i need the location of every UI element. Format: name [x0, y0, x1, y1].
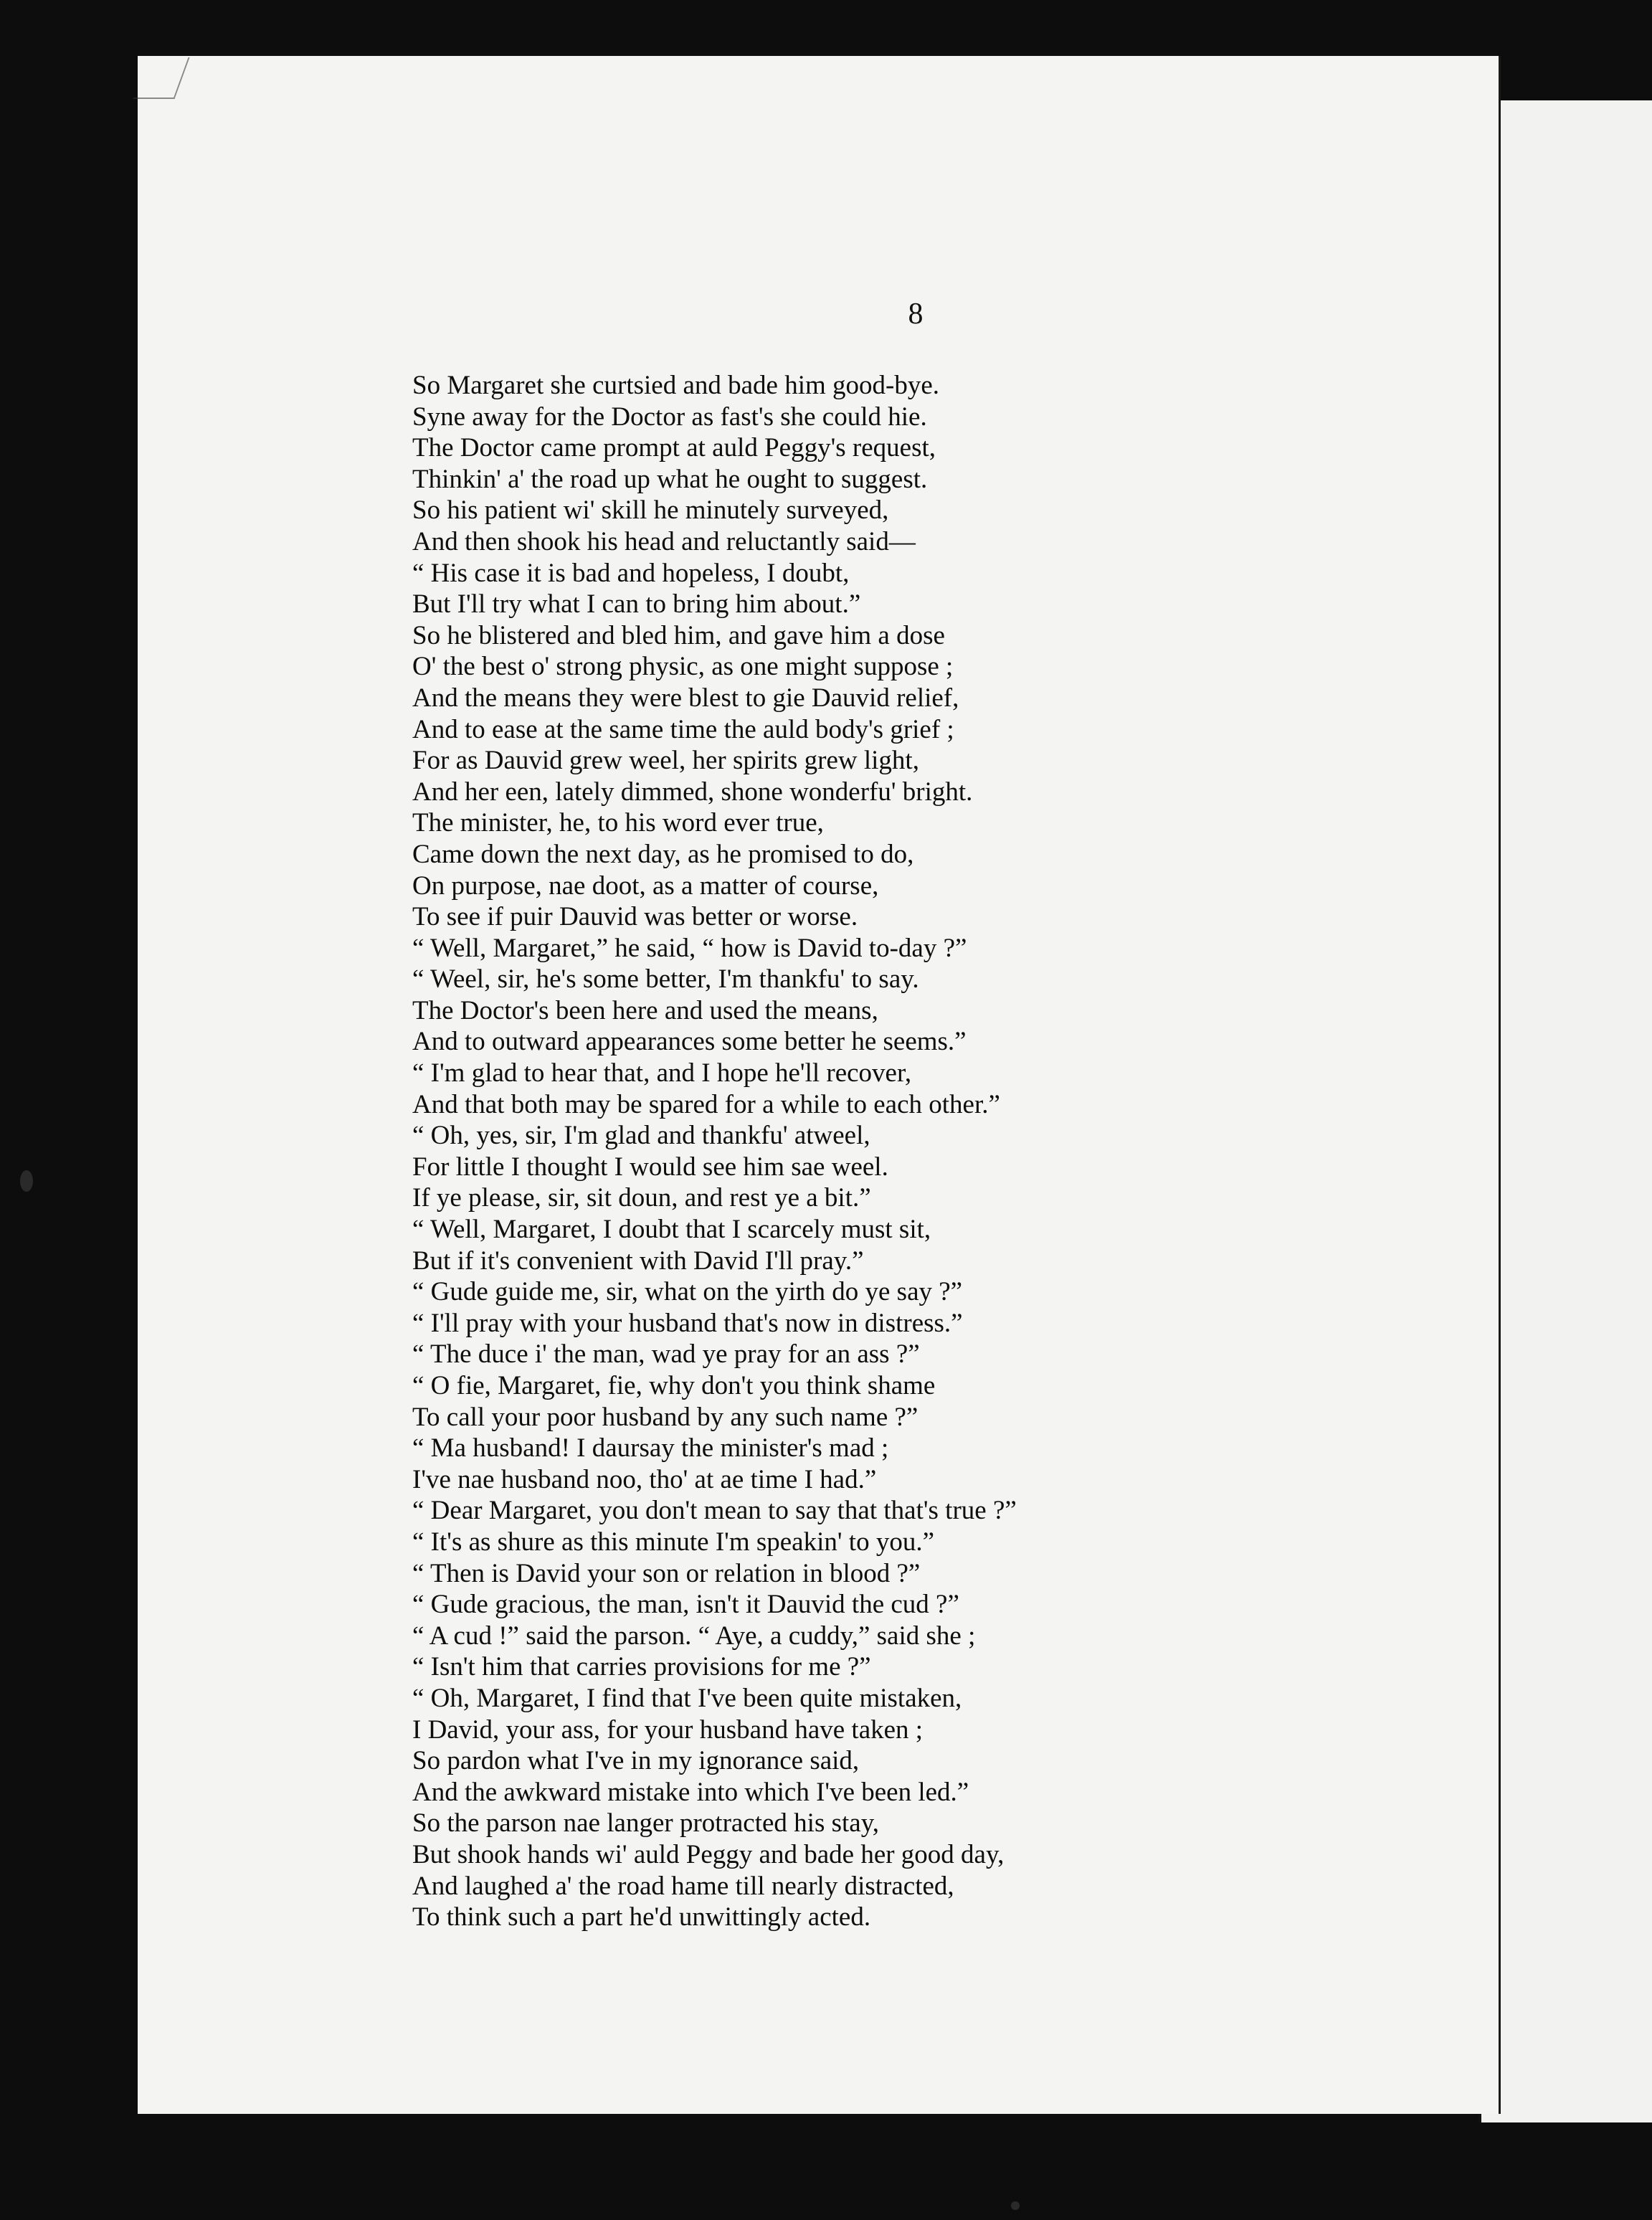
- scan-speck: [20, 1170, 33, 1192]
- poem-line: And the awkward mistake into which I've been led.”: [412, 1777, 969, 1807]
- poem-line: “ Oh, yes, sir, I'm glad and thankfu' atweel,: [412, 1121, 870, 1151]
- poem-line: “ O fie, Margaret, fie, why don't you think shame: [412, 1371, 936, 1400]
- poem-line: So Margaret she curtsied and bade him good-bye.: [412, 371, 940, 400]
- adjacent-page-edge: [1478, 100, 1652, 2122]
- poem-line: The minister, he, to his word ever true,: [412, 808, 824, 838]
- poem-line: But if it's convenient with David I'll pray.”: [412, 1246, 864, 1276]
- poem-line: But shook hands wi' auld Peggy and bade her good day,: [412, 1839, 1005, 1869]
- poem-line: Came down the next day, as he promised to do,: [412, 839, 914, 869]
- poem-line: “ Weel, sir, he's some better, I'm thankfu' to say.: [412, 964, 919, 995]
- poem-line: Thinkin' a' the road up what he ought to suggest.: [412, 464, 928, 494]
- poem-line: “ Oh, Margaret, I find that I've been quite mistaken,: [412, 1683, 962, 1713]
- poem-line: And the means they were blest to gie Dauvid relief,: [412, 683, 959, 713]
- poem-line: “ Isn't him that carries provisions for me ?”: [412, 1652, 871, 1682]
- poem-line: And then shook his head and reluctantly said—: [412, 526, 916, 556]
- poem-line: “ Dear Margaret, you don't mean to say that that's true ?”: [412, 1496, 1017, 1526]
- poem-line: “ Well, Margaret,” he said, “ how is David to-day ?”: [412, 933, 967, 963]
- poem-text: [412, 370, 1301, 1933]
- poem-line: “ A cud !” said the parson. “ Aye, a cuddy,” said she ;: [412, 1621, 976, 1651]
- poem-line: O' the best o' strong physic, as one might suppose ;: [412, 652, 954, 682]
- poem-line: So he blistered and bled him, and gave him a dose: [412, 620, 945, 650]
- poem-line: For as Dauvid grew weel, her spirits grew light,: [412, 746, 919, 776]
- poem-line: For little I thought I would see him sae weel.: [412, 1152, 888, 1182]
- poem-line: “ I'm glad to hear that, and I hope he'll recover,: [412, 1058, 912, 1088]
- poem-line: And to ease at the same time the auld body's grief ;: [412, 714, 954, 744]
- poem-line: To see if puir Dauvid was better or worse.: [412, 902, 858, 932]
- poem-line: I David, your ass, for your husband have taken ;: [412, 1714, 924, 1745]
- poem-line: The Doctor's been here and used the means,: [412, 995, 878, 1025]
- poem-line: “ Gude gracious, the man, isn't it Dauvid the cud ?”: [412, 1590, 959, 1620]
- poem-line: “ The duce i' the man, wad ye pray for an ass ?”: [412, 1339, 920, 1370]
- poem-line: But I'll try what I can to bring him about.”: [412, 589, 861, 620]
- poem-line: To call your poor husband by any such name ?”: [412, 1402, 918, 1432]
- poem-line: If ye please, sir, sit doun, and rest ye a bit.”: [412, 1183, 871, 1213]
- poem-line: “ Then is David your son or relation in blood ?”: [412, 1558, 921, 1588]
- poem-line: I've nae husband noo, tho' at ae time I had.”: [412, 1464, 877, 1494]
- poem-line: “ Gude guide me, sir, what on the yirth do ye say ?”: [412, 1277, 963, 1307]
- page-number: 8: [908, 298, 924, 331]
- poem-line: So his patient wi' skill he minutely surveyed,: [412, 495, 889, 526]
- poem-line: So pardon what I've in my ignorance said,: [412, 1746, 860, 1776]
- poem-line: Syne away for the Doctor as fast's she could hie.: [412, 402, 927, 432]
- poem-line: “ Ma husband! I daursay the minister's mad ;: [412, 1433, 889, 1464]
- poem-line: To think such a part he'd unwittingly acted.: [412, 1902, 871, 1932]
- poem-line: On purpose, nae doot, as a matter of course,: [412, 871, 879, 901]
- poem-line: So the parson nae langer protracted his stay,: [412, 1808, 880, 1839]
- poem-line: “ Well, Margaret, I doubt that I scarcely must sit,: [412, 1215, 931, 1245]
- scan-speck: [1011, 2201, 1020, 2210]
- poem-line: “ It's as shure as this minute I'm speakin' to you.”: [412, 1527, 935, 1557]
- poem-line: And laughed a' the road hame till nearly distracted,: [412, 1871, 954, 1901]
- poem-line: “ I'll pray with your husband that's now in distress.”: [412, 1308, 963, 1338]
- poem-line: And that both may be spared for a while to each other.”: [412, 1089, 1000, 1119]
- poem-line: And to outward appearances some better he seems.”: [412, 1027, 967, 1057]
- poem-line: “ His case it is bad and hopeless, I doubt,: [412, 558, 850, 588]
- poem-line: The Doctor came prompt at auld Peggy's request,: [412, 433, 936, 463]
- poem-line: And her een, lately dimmed, shone wonderfu' bright.: [412, 777, 973, 807]
